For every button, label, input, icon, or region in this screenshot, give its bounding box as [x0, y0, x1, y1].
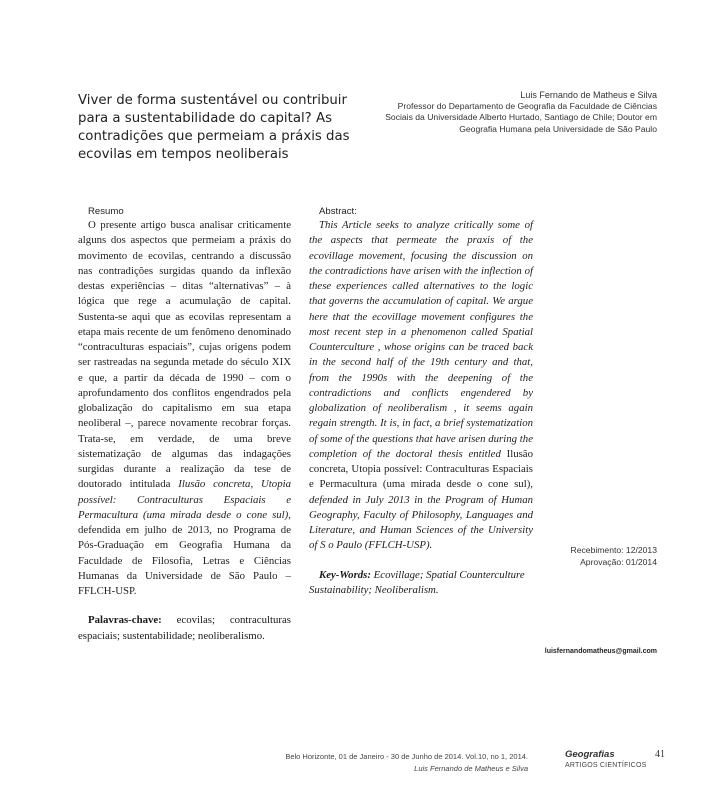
resumo-keywords-list: ecovilas; contraculturas espaciais; sustentabilidade; neoliberalismo.: [78, 614, 291, 642]
approved-date: Aprovação: 01/2014: [580, 557, 657, 567]
abstract-text-part-2: , defended in July 2013 in the Program of Human Geography, Faculty of Philosophy, Languages and Literature, and Human Sciences of the University of S o Paulo (FFLCH-USP).: [309, 478, 533, 552]
resumo-keywords-label: Palavras-chave:: [88, 614, 162, 627]
footer-author: Luis Fernando de Matheus e Silva: [414, 763, 528, 773]
author-affiliation-line: Professor do Departamento de Geografia da Faculdade de Ciências: [397, 101, 657, 112]
resumo-column: [78, 206, 291, 644]
abstract-text-part-1: This Article seeks to analyze critically some of the aspects that permeate the praxis of the ecovillage movement, focusing the discussion on the contradictions have arisen with the inflection of these experiences called alternatives to the logic that governs the accumulation of capital. We argue here that the ecovillage movement configures the most recent step in a phenomenon called Spatial Counterculture , whose origins can be traced back in the second half of the 19th century and that, from the 1990s with the deepening of the contradictions and conflicts engendered by globalization of neoliberalism , it seems again regain strength. It is, in fact, a brief systematization of some of the questions that have arisen during the completion of the doctoral thesis entitled: [309, 219, 533, 460]
resumo-keywords: [78, 613, 291, 644]
received-date: Recebimento: 12/2013: [570, 545, 657, 555]
footer-journal-block: [565, 749, 646, 769]
author-affiliation-line: Sociais da Universidade Alberto Hurtado, Santiago de Chile; Doutor em: [385, 112, 657, 123]
resumo-text: [78, 218, 291, 599]
page-number: 41: [655, 749, 665, 760]
resumo-text-part-1: O presente artigo busca analisar criticamente alguns dos aspectos que permeiam a práxis do movimento de ecovilas, centrando a discussão nas contradições surgidas quando da inflexão destas experiências – ditas “alternativas” – à lógica que rege a acumulação de capital. Sustenta-se aqui que as ecovilas representam a etapa mais recente de um fenômeno denominado “contraculturas espaciais”, cujas origens podem ser rastreadas na segunda metade do século XIX e que, a partir da década de 1990 – com o aprofundamento dos conflitos engendrados pela globalização do capitalismo em sua etapa neoliberal –, parece novamente recobrar forças. Trata-se, em verdade, de uma breve sistematização de algumas das indagações surgidas durante a realização da tese de doutorado intitulada: [78, 219, 291, 491]
footer-citation: Belo Horizonte, 01 de Janeiro - 30 de Junho de 2014. Vol.10, no 1, 2014.: [285, 752, 528, 761]
submission-dates: [571, 544, 657, 568]
abstract-thesis-title: Ilusão concreta, Utopia possível: Contraculturas Espaciais e Permacultura (uma mirada desde o cone sul): [309, 447, 533, 491]
footer-citation-block: [285, 751, 528, 774]
author-block: [357, 90, 657, 135]
article-title: Viver de forma sustentável ou contribuir para a sustentabilidade do capital? As contradições que permeiam a práxis das ecovilas em tempos neoliberais: [78, 93, 350, 162]
abstract-keywords: [309, 568, 533, 599]
abstract-text: [309, 218, 533, 554]
abstract-keywords-label: Key-Words:: [319, 568, 371, 581]
abstract-column: [309, 206, 533, 598]
journal-name: Geografias: [565, 749, 615, 760]
author-email[interactable]: luisfernandomatheus@gmail.com: [544, 648, 657, 655]
author-name: Luis Fernando de Matheus e Silva: [520, 90, 657, 100]
abstract-keywords-list: Ecovillage; Spatial Counterculture Sustainability; Neoliberalism.: [309, 568, 525, 596]
abstract-heading: Abstract:: [319, 206, 357, 217]
resumo-text-part-2: , defendida em julho de 2013, no Programa de Pós-Graduação em Geografia Humana da Faculdade de Filosofia, Letras e Ciências Humanas da Universidade de São Paulo – FFLCH-USP.: [78, 508, 291, 597]
resumo-heading: Resumo: [88, 206, 124, 217]
journal-section: ARTIGOS CIENTÍFICOS: [565, 762, 647, 769]
resumo-thesis-title: Ilusão concreta, Utopia possível: Contraculturas Espaciais e Permacultura (uma mirada desde o cone sul): [78, 478, 291, 521]
author-affiliation-line: Geografia Humana pela Universidade de São Paulo: [459, 123, 657, 134]
